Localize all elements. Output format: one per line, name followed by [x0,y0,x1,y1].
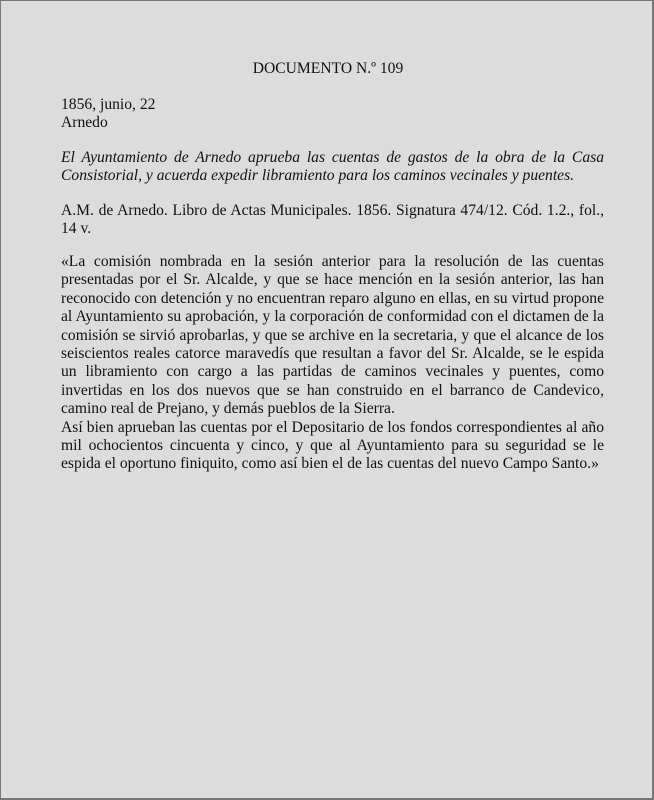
document-date: 1856, junio, 22 [61,96,156,113]
transcription-paragraph: «La comisión nombrada en la sesión anterior para la resolución de las cuentas presentadas por el Sr. Alcalde, y que se hace mención en la sesión anterior, las han reconocido con detención y no encuentran reparo alguno en ellas, en su virtud propone al Ayuntamiento su aprobación, y la corporación de conformidad con el dictamen de la comisión se sirvió aprobarlas, y que se archive en la secretaria, y que el alcance de los seiscientos reales catorce maravedís que resultan a favor del Sr. Alcalde, se le espida un libramiento con cargo a las partidas de caminos vecinales y puentes, como invertidas en los dos nuevos que se han construido en el barranco de Candevico, camino real de Prejano, y demás pueblos de la Sierra. [61,253,604,418]
document-title: DOCUMENTO N.º 109 [252,60,404,77]
date-place-block [61,96,604,133]
archival-reference: A.M. de Arnedo. Libro de Actas Municipales. 1856. Signatura 474/12. Cód. 1.2., fol., 14 v. [61,202,604,238]
transcription-body [61,253,604,474]
document-summary: El Ayuntamiento de Arnedo aprueba las cuentas de gastos de la obra de la Casa Consistorial, y acuerda expedir libramiento para los caminos vecinales y puentes. [61,149,604,185]
document-place: Arnedo [61,114,108,132]
transcription-paragraph: Así bien aprueban las cuentas por el Depositario de los fondos correspondientes al año mil ochocientos cincuenta y cinco, y que al Ayuntamiento para su seguridad se le espida el oportuno finiquito, como así bien el de las cuentas del nuevo Campo Santo.» [61,418,604,473]
